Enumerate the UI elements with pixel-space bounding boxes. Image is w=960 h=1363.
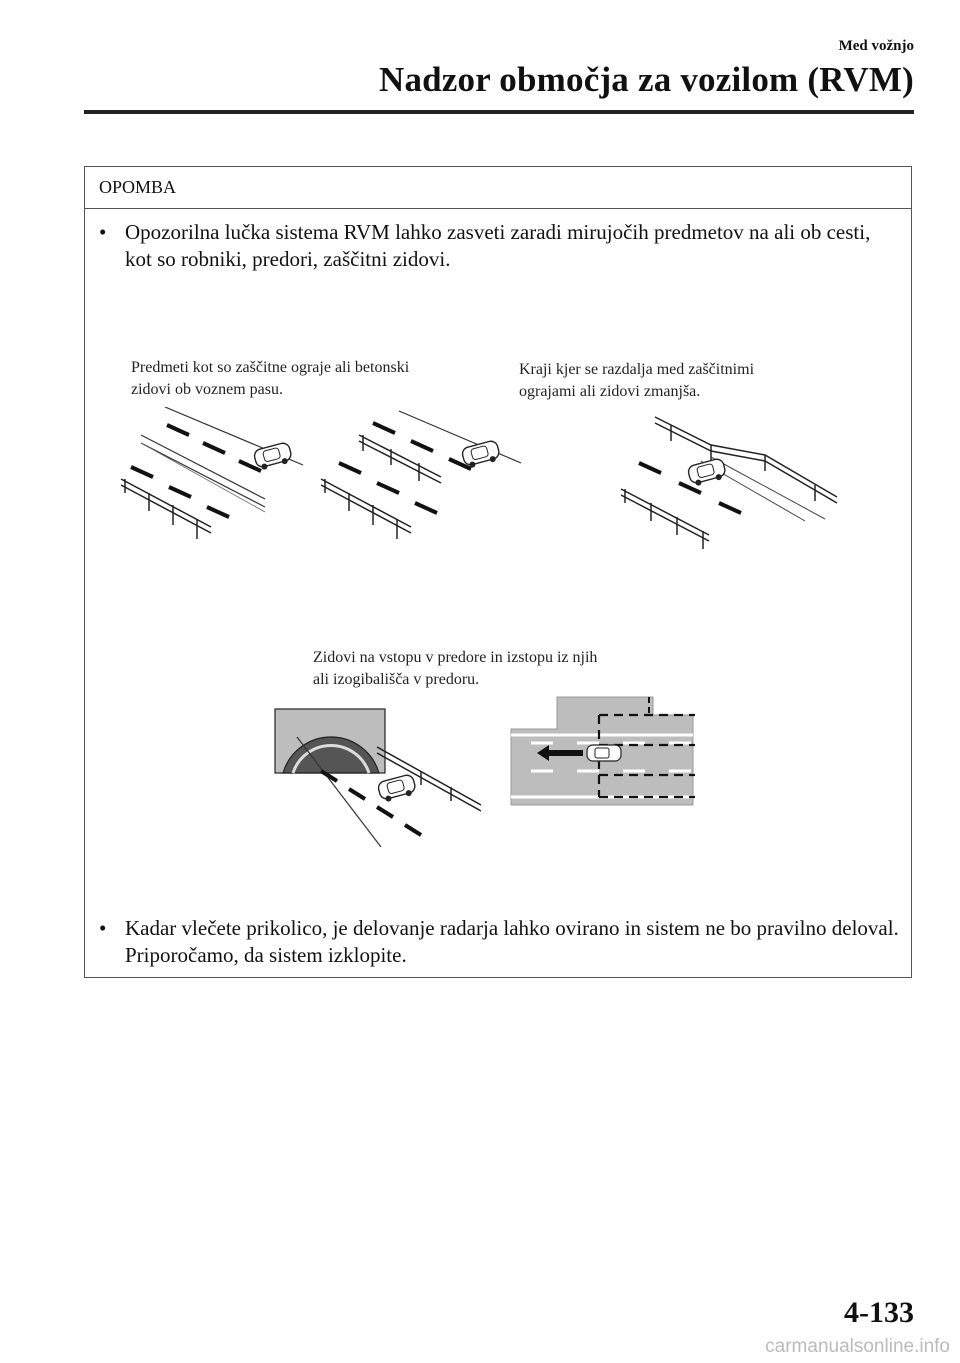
section-label: Med vožnjo	[838, 38, 914, 54]
note-bullet	[99, 915, 899, 969]
car-icon	[377, 774, 417, 804]
caption-tunnel: Zidovi na vstopu v predore in izstopu iz njih ali izogibališča v predoru.	[313, 649, 598, 688]
bullet-marker: •	[99, 220, 107, 244]
bullet-text: Kadar vlečete prikolico, je delovanje radarja lahko ovirano in sistem ne bo pravilno deloval. Priporočamo, da sistem izklopite.	[125, 916, 899, 967]
car-icon	[687, 458, 727, 488]
road-narrowing-illustration	[615, 409, 845, 559]
note-heading: OPOMBA	[85, 167, 911, 209]
caption-narrowing: Kraji kjer se razdalja med zaščitnimi ograjami ali zidovi zmanjša.	[519, 361, 755, 400]
bullet-text: Opozorilna lučka sistema RVM lahko zasveti zaradi mirujočih predmetov na ali ob cesti, kot so robniki, predori, zaščitni zidovi.	[125, 220, 871, 271]
footer-watermark[interactable]: carmanualsonline.info	[765, 1336, 950, 1357]
page-title: Nadzor območja za vozilom (RVM)	[378, 60, 914, 99]
road-double-guardrail-illustration	[315, 407, 525, 557]
note-bullet	[99, 219, 899, 273]
road-guardrail-wall-illustration	[115, 407, 305, 557]
tunnel-entrance-illustration	[271, 707, 481, 847]
car-icon	[461, 440, 501, 470]
tunnel-pullout-topview-illustration	[509, 695, 697, 811]
note-box	[84, 166, 912, 978]
caption-guardrails: Predmeti kot so zaščitne ograje ali betonski zidovi ob voznem pasu.	[131, 359, 410, 398]
bullet-marker: •	[99, 916, 107, 940]
page-number: 4-133	[844, 1296, 914, 1329]
title-divider	[84, 110, 914, 114]
car-top-icon	[587, 745, 621, 761]
